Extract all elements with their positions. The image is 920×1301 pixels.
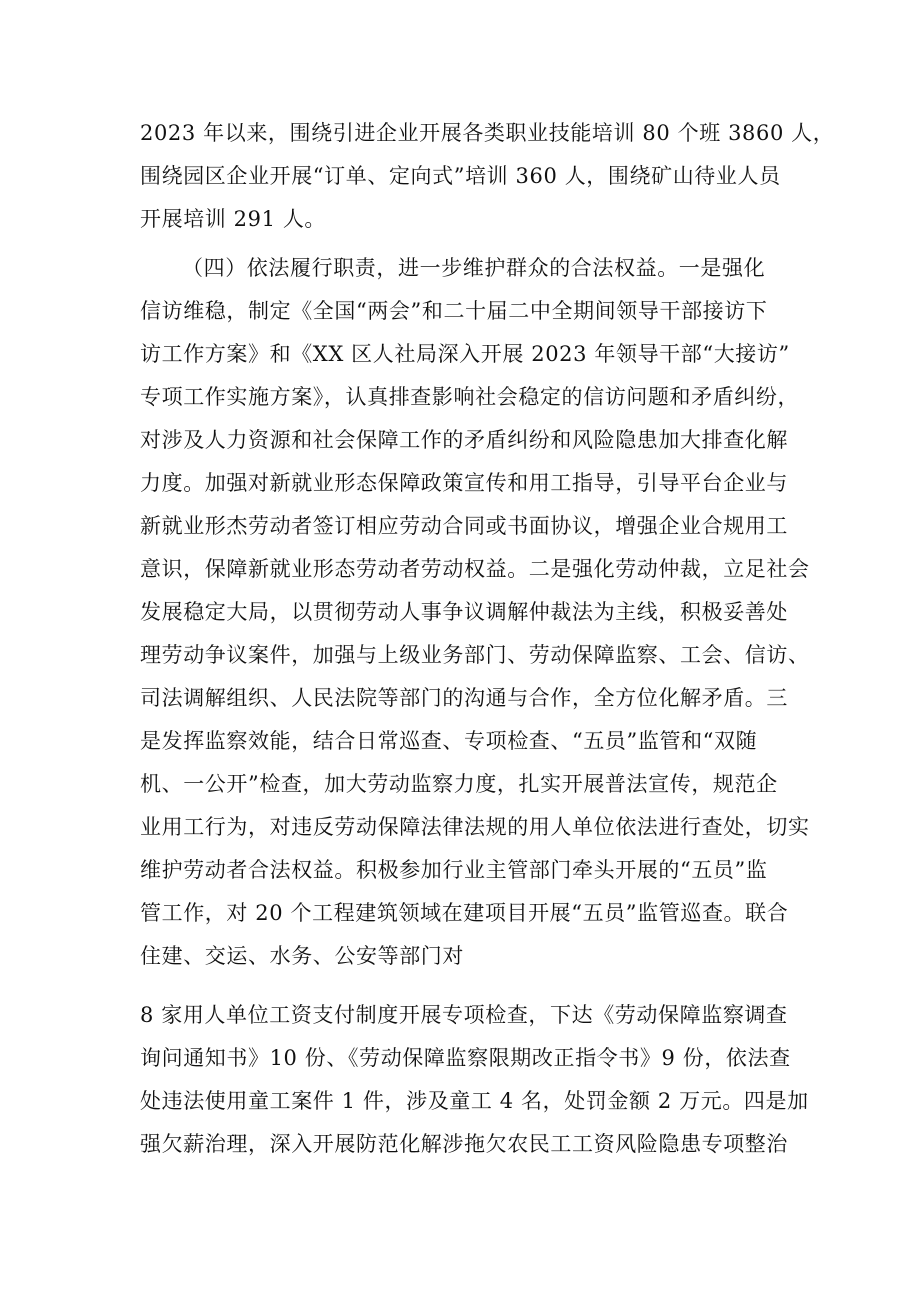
text-line: 力度。加强对新就业形态保障政策宣传和用工指导，引导平台企业与 (140, 471, 788, 495)
text-line: 理劳动争议案件，加强与上级业务部门、劳动保障监察、工会、信访、 (140, 643, 810, 667)
text-line: 处违法使用童工案件 1 件，涉及童工 4 名，处罚金额 2 万元。四是加 (140, 1089, 809, 1113)
text-line: 对涉及人力资源和社会保障工作的矛盾纠纷和风险隐患加大排查化解 (140, 428, 788, 452)
text-line: 意识，保障新就业形态劳动者劳动权益。二是强化劳动仲裁，立足社会 (140, 557, 810, 581)
text-line: 新就业形杰劳动者签订相应劳动合同或书面协议，增强企业合规用工 (140, 514, 788, 538)
text-line: 询问通知书》10 份、《劳动保障监察限期改正指令书》9 份，依法查 (140, 1046, 791, 1070)
text-line: 机、一公开”检查，加大劳动监察力度，扎实开展普法宣传，规范企 (140, 772, 778, 796)
text-line: 专项工作实施方案》，认真排查影响社会稳定的信访问题和矛盾纠纷， (140, 385, 800, 409)
text-line: 司法调解组织、人民法院等部门的沟通与合作，全方位化解矛盾。三 (140, 686, 788, 710)
paragraph-heading-line: （四）依法履行职责，进一步维护群众的合法权益。一是强化 (182, 256, 766, 280)
text-line: 访工作方案》和《XX 区人社局深入开展 2023 年领导干部“大接访” (140, 342, 790, 366)
text-line: 围绕园区企业开展“订单、定向式”培训 360 人，围绕矿山待业人员 (140, 164, 781, 188)
text-line: 管工作，对 20 个工程建筑领域在建项目开展“五员”监管巡查。联合 (140, 901, 789, 925)
text-line: 开展培训 291 人。 (140, 207, 327, 231)
text-line: 发展稳定大局，以贯彻劳动人事争议调解仲裁法为主线，积极妥善处 (140, 600, 788, 624)
text-line: 住建、交运、水务、公安等部门对 (140, 944, 464, 968)
text-line: 8 家用人单位工资支付制度开展专项检查，下达《劳动保障监察调查 (140, 1003, 788, 1027)
text-line: 信访维稳，制定《全国“两会”和二十届二中全期间领导干部接访下 (140, 299, 768, 323)
text-line: 2023 年以来，围绕引进企业开展各类职业技能培训 80 个班 3860 人， (140, 121, 835, 145)
text-line: 业用工行为，对违反劳动保障法律法规的用人单位依法进行查处，切实 (140, 815, 810, 839)
text-line: 维护劳动者合法权益。积极参加行业主管部门牵头开展的“五员”监 (140, 858, 768, 882)
text-line: 强欠薪治理，深入开展防范化解涉拖欠农民工工资风险隐患专项整治 (140, 1132, 788, 1156)
text-line: 是发挥监察效能，结合日常巡查、专项检查、“五员”监管和“双随 (140, 729, 758, 753)
